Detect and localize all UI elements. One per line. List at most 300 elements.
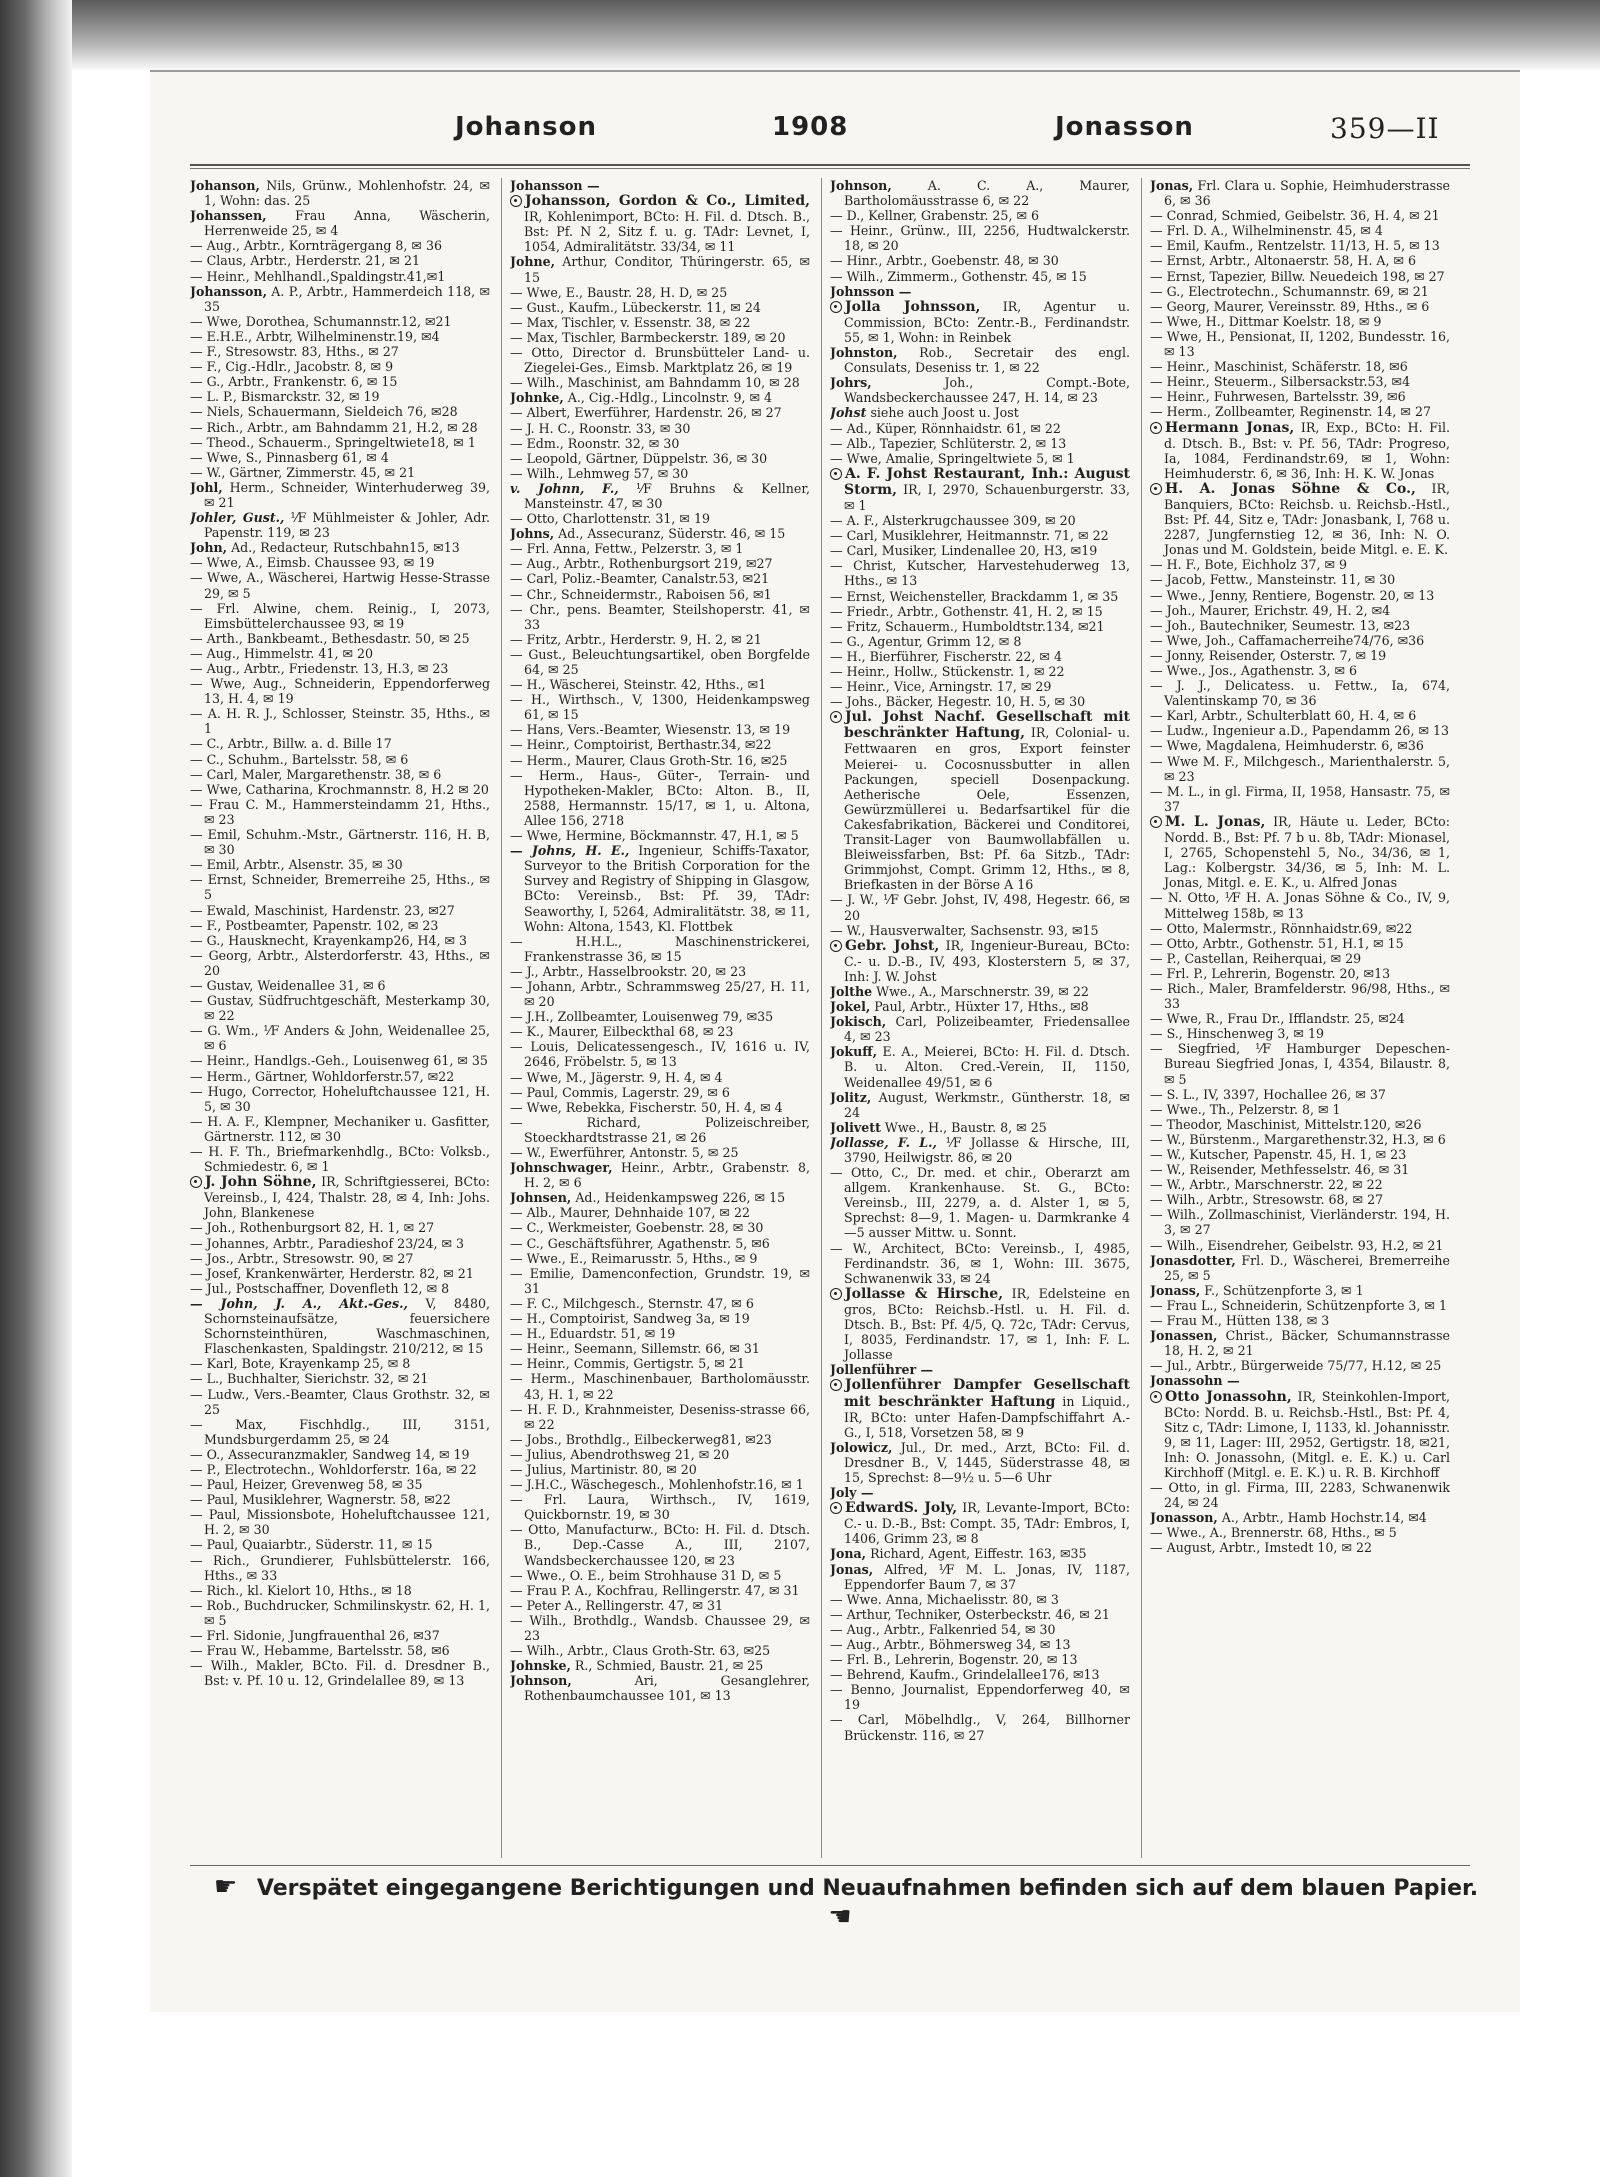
directory-entry: — Gustav, Südfruchtgeschäft, Mesterkamp 30, ✉ 22 <box>190 993 490 1024</box>
directory-entry: — Rich., kl. Kielort 10, Hths., ✉ 18 <box>190 1582 412 1598</box>
directory-entry: — W., Gärtner, Zimmerstr. 45, ✉ 21 <box>190 464 416 480</box>
directory-entry: — W., Arbtr., Marschnerstr. 22, ✉ 22 <box>1150 1177 1383 1193</box>
directory-entry: — Ludw., Vers.-Beamter, Claus Grothstr. 32, ✉ 25 <box>190 1386 490 1417</box>
directory-entry: — Frau L., Schneiderin, Schützenpforte 3, ✉ 1 <box>1150 1297 1448 1313</box>
directory-entry: — Carl, Maler, Margarethenstr. 38, ✉ 6 <box>190 766 442 782</box>
directory-entry: — Heinr., Mehlhandl.,Spaldingstr.41,✉1 <box>190 268 446 284</box>
directory-entry: Johrs, Joh., Compt.-Bote, Wandsbeckerchaussee 247, H. 14, ✉ 23 <box>830 375 1130 406</box>
directory-entry: — W., Hausverwalter, Sachsenstr. 93, ✉15 <box>830 922 1099 938</box>
registered-firm-icon <box>830 1502 842 1514</box>
directory-entry: — Frl. Laura, Wirthsch., IV, 1619, Quickbornstr. 19, ✉ 30 <box>510 1492 810 1523</box>
directory-entry: — Paul, Commis, Lagerstr. 29, ✉ 6 <box>510 1084 730 1100</box>
directory-entry: — W., Bürstenm., Margarethenstr.32, H.3, ✉ 6 <box>1150 1131 1446 1147</box>
directory-entry: Jokuff, E. A., Meierei, BCto: H. Fil. d. Dtsch. B. u. Alton. Cred.-Verein, II, 1150, Weidenallee 49/51, ✉ 6 <box>830 1044 1130 1090</box>
registered-firm-icon <box>830 940 842 952</box>
directory-entry: — Paul, Quaiarbtr., Süderstr. 11, ✉ 15 <box>190 1537 433 1553</box>
directory-entry: — Frl. D. A., Wilhelminenstr. 45, ✉ 4 <box>1150 223 1383 239</box>
directory-entry: — Wwe, Joh., Caffamacherreihe74/76, ✉36 <box>1150 632 1425 648</box>
directory-entry: — C., Geschäftsführer, Agathenstr. 5, ✉6 <box>510 1235 770 1251</box>
entry-name: Jollenführer — <box>830 1362 934 1378</box>
entry-name: Jolla Johnsson, <box>845 298 981 315</box>
directory-entry: — Alb., Maurer, Dehnhaide 107, ✉ 22 <box>510 1205 750 1221</box>
directory-entry: Johnske, R., Schmied, Baustr. 21, ✉ 25 <box>510 1658 764 1674</box>
directory-entry: Jolowicz, Jul., Dr. med., Arzt, BCto: Fil. d. Dresdner B., V, 1445, Süderstrasse 48, ✉ 15, Sprechst: 8—9½ u. 5—6 Uhr <box>830 1439 1130 1485</box>
entry-name: H. A. Jonas Söhne & Co., <box>1165 480 1416 497</box>
directory-entry: — Louis, Delicatessengesch., IV, 1616 u. IV, 2646, Fröbelstr. 5, ✉ 13 <box>510 1039 810 1070</box>
directory-entry: — Johs., Bäcker, Hegestr. 10, H. 5, ✉ 30 <box>830 694 1086 710</box>
directory-entry: — H., Wirthsch., V, 1300, Heidenkampsweg 61, ✉ 15 <box>510 692 810 723</box>
directory-entry: — Wilh., Maschinist, am Bahndamm 10, ✉ 28 <box>510 375 800 391</box>
directory-entry: — N. Otto, ⅟F H. A. Jonas Söhne & Co., IV, 9, Mittelweg 158b, ✉ 13 <box>1150 890 1450 921</box>
directory-entry: — H. F. D., Krahnmeister, Deseniss-strasse 66, ✉ 22 <box>510 1401 810 1432</box>
directory-entry: — M. L., in gl. Firma, II, 1958, Hansastr. 75, ✉ 37 <box>1150 783 1450 814</box>
directory-entry: v. Johnn, F., ⅟F Bruhns & Kellner, Mansteinstr. 47, ✉ 30 <box>510 480 810 511</box>
directory-entry: — Wwe, Dorothea, Schumannstr.12, ✉21 <box>190 313 452 329</box>
directory-entry: — Karl, Arbtr., Schulterblatt 60, H. 4, ✉ 6 <box>1150 708 1417 724</box>
directory-entry: — D., Kellner, Grabenstr. 25, ✉ 6 <box>830 208 1040 224</box>
directory-entry: — Wwe, M., Jägerstr. 9, H. 4, ✉ 4 <box>510 1069 723 1085</box>
entry-name: Jollenführer Dampfer Gesellschaft mit beschränkter Haftung <box>844 1377 1130 1410</box>
directory-entry: Jollenführer Dampfer Gesellschaft mit beschränkter Haftung in Liquid., IR, BCto: unter Hafen-Dampfschiffahrt A.-G., I, 518, Vorsetzen 58, ✉ 9 <box>830 1377 1130 1439</box>
entry-name: Jonasson, <box>1150 1510 1218 1526</box>
entry-name: Jolivett <box>830 1119 881 1135</box>
directory-entry: — F., Stresowstr. 83, Hths., ✉ 27 <box>190 344 399 360</box>
registered-firm-icon <box>830 711 842 723</box>
directory-entry: — Herm., Maurer, Claus Groth-Str. 16, ✉25 <box>510 752 788 768</box>
directory-entry: — Otto, Arbtr., Gothenstr. 51, H.1, ✉ 15 <box>1150 935 1404 951</box>
entry-name: Jolitz, <box>830 1089 872 1105</box>
directory-entry: Johansson, A. P., Arbtr., Hammerdeich 118, ✉ 35 <box>190 283 490 314</box>
header-last-entry: Jonasson <box>1055 112 1194 142</box>
directory-entry: — Emilie, Damenconfection, Grundstr. 19, ✉ 31 <box>510 1265 810 1296</box>
registered-firm-icon <box>510 195 522 207</box>
directory-entry: — H. F. Th., Briefmarkenhdlg., BCto: Volksb., Schmiedestr. 6, ✉ 1 <box>190 1144 490 1175</box>
directory-entry: — Frl. P., Lehrerin, Bogenstr. 20, ✉13 <box>1150 965 1391 981</box>
directory-entry: — Wwe., E., Reimarusstr. 5, Hths., ✉ 9 <box>510 1250 758 1266</box>
directory-entry: — Claus, Arbtr., Herderstr. 21, ✉ 21 <box>190 253 421 269</box>
entry-name: J. John Söhne, <box>205 1174 317 1191</box>
directory-entry: — Christ, Kutscher, Harvestehuderweg 13, Hths., ✉ 13 <box>830 558 1130 589</box>
directory-entry: — Paul, Missionsbote, Hoheluftchaussee 121, H. 2, ✉ 30 <box>190 1507 490 1538</box>
directory-entry: — Aug., Himmelstr. 41, ✉ 20 <box>190 645 374 661</box>
directory-entry: — Julius, Abendrothsweg 21, ✉ 20 <box>510 1446 730 1462</box>
directory-entry: Johst siehe auch Joost u. Jost <box>830 405 1019 421</box>
directory-entry: — Hugo, Corrector, Hoheluftchaussee 121, H. 5, ✉ 30 <box>190 1083 490 1114</box>
entry-name: Jokel, <box>830 999 871 1015</box>
directory-entry: — P., Electrotechn., Wohldorferstr. 16a, ✉ 22 <box>190 1461 477 1477</box>
directory-entry: — C., Schuhm., Bartelsstr. 58, ✉ 6 <box>190 751 409 767</box>
directory-entry: — Jonny, Reisender, Osterstr. 7, ✉ 19 <box>1150 647 1387 663</box>
entry-name: — John, J. A., Akt.-Ges., <box>190 1295 408 1311</box>
directory-entry: — Wwe, Catharina, Krochmannstr. 8, H.2 ✉ 20 <box>190 781 489 797</box>
directory-entry: Jonas, Alfred, ⅟F M. L. Jonas, IV, 1187, Eppendorfer Baum 7, ✉ 37 <box>830 1561 1130 1592</box>
directory-entry: — Rich., Maler, Bramfelderstr. 96/98, Hths., ✉ 33 <box>1150 980 1450 1012</box>
directory-entry: — Chr., Schneidermstr., Raboisen 56, ✉1 <box>510 586 772 602</box>
column-divider <box>501 178 502 1858</box>
entry-name: Johne, <box>510 254 556 270</box>
entry-name: Jonas, <box>1150 178 1194 193</box>
directory-entry: — L., Buchhalter, Sierichstr. 32, ✉ 21 <box>190 1371 429 1387</box>
directory-entry: — W., Architect, BCto: Vereinsb., I, 4985, Ferdinandstr. 36, ✉ 1, Wohn: III. 3675, Schwanenwik 33, ✉ 24 <box>830 1240 1130 1286</box>
registered-firm-icon <box>830 301 842 313</box>
directory-entry: — Wwe, R., Frau Dr., Ifflandstr. 25, ✉24 <box>1150 1011 1405 1027</box>
header-rule <box>190 164 1470 166</box>
entry-name: A. F. Johst Restaurant, Inh.: August Storm, <box>844 465 1130 498</box>
directory-entry: — Wwe, E., Baustr. 28, H. D, ✉ 25 <box>510 284 728 300</box>
directory-entry: — Arth., Bankbeamt., Bethesdastr. 50, ✉ 25 <box>190 630 470 646</box>
entry-name: Jollasse & Hirsche, <box>845 1285 1004 1302</box>
directory-entry: — Heinr., Vice, Arningstr. 17, ✉ 29 <box>830 679 1052 695</box>
directory-entry: — Wilh., Brothdlg., Wandsb. Chaussee 29, ✉ 23 <box>510 1612 810 1643</box>
directory-entry: — Max, Fischhdlg., III, 3151, Mundsburgerdamm 25, ✉ 24 <box>190 1416 490 1447</box>
directory-entry: — H., Comptoirist, Sandweg 3a, ✉ 19 <box>510 1311 750 1327</box>
directory-entry: Johnschwager, Heinr., Arbtr., Grabenstr. 8, H. 2, ✉ 6 <box>510 1160 810 1191</box>
directory-entry: — Wwe, A., Wäscherei, Hartwig Hesse-Strasse 29, ✉ 5 <box>190 570 490 601</box>
directory-entry: — J. W., ⅟F Gebr. Johst, IV, 498, Hegestr. 66, ✉ 20 <box>830 892 1130 923</box>
directory-entry: — Friedr., Arbtr., Gothenstr. 41, H. 2, ✉ 15 <box>830 603 1103 619</box>
directory-entry: — Herm., Haus-, Güter-, Terrain- und Hypotheken-Makler, BCto: Alton. B., II, 2588, Hermannstr. 15/17, ✉ 1, u. Altona, Allee 156, 2718 <box>510 767 810 828</box>
directory-entry: — Wwe, H., Pensionat, II, 1202, Bundesstr. 16, ✉ 13 <box>1150 328 1450 360</box>
registered-firm-icon <box>190 1176 202 1188</box>
entry-name: Johl, <box>190 479 223 495</box>
directory-entry: — Jobs., Brothdlg., Eilbeckerweg81, ✉23 <box>510 1431 772 1447</box>
directory-entry: — Carl, Musiklehrer, Heitmannstr. 71, ✉ 22 <box>830 528 1109 544</box>
directory-entry: — Wilh., Arbtr., Stresowstr. 68, ✉ 27 <box>1150 1192 1384 1208</box>
directory-entry: Jolthe Wwe., A., Marschnerstr. 39, ✉ 22 <box>830 983 1089 999</box>
directory-entry: — H.H.L., Maschinenstrickerei, Frankenstrasse 36, ✉ 15 <box>510 933 810 964</box>
directory-entry: — Siegfried, ⅟F Hamburger Depeschen-Bureau Siegfried Jonas, I, 4354, Bilaustr. 8, ✉ 5 <box>1150 1041 1450 1087</box>
registered-firm-icon <box>830 1288 842 1300</box>
entry-name: Johnsen, <box>510 1190 572 1206</box>
directory-entry: — Carl, Musiker, Lindenallee 20, H3, ✉19 <box>830 543 1098 559</box>
scan-binding-shadow <box>0 0 72 2177</box>
directory-entry: — W., Ewerführer, Antonstr. 5, ✉ 25 <box>510 1145 739 1160</box>
directory-entry: — Wwe M. F., Milchgesch., Marienthalerstr. 5, ✉ 23 <box>1150 753 1450 784</box>
directory-entry: Jokel, Paul, Arbtr., Hüxter 17, Hths., ✉8 <box>830 999 1089 1015</box>
directory-entry: — E.H.E., Arbtr, Wilhelminenstr.19, ✉4 <box>190 328 440 344</box>
entry-name: Johns, <box>510 526 555 542</box>
directory-entry: Johnson, A. C. A., Maurer, Bartholomäusstrasse 6, ✉ 22 <box>830 178 1130 209</box>
directory-entry: — Aug., Arbtr., Kornträgergang 8, ✉ 36 <box>190 238 443 254</box>
directory-entry: — Johns, H. E., Ingenieur, Schiffs-Taxator, Surveyor to the British Corporation for the Survey and Registry of Shipping in Glasgow, BCto: Vereinsb., Bst: Pf. 39, TAdr: Seaworthy, I, 5264, Admiralitätstr. 38, ✉ 11, Wohn: Altona, 1543, Kl. Flottbek <box>510 843 810 934</box>
entry-name: M. L. Jonas, <box>1165 813 1266 830</box>
directory-entry: Otto Jonassohn, IR, Steinkohlen-Import, BCto: Nordd. B. u. Reichsb.-Hstl., Bst: Pf. 4, Sitz c, TAdr: Limone, I, 1133, kl. Johannisstr. 9, ✉ 11, Lager: III, 2952, Gertigstr. 18, ✉21, Inh: O. Jonassohn, (Mitgl. e. E. K.) u. Carl Kirchhoff (Mitgl. e. E. K.) u. R. B. Kirchhoff <box>1150 1389 1450 1481</box>
directory-entry <box>1150 1373 1450 1388</box>
directory-entry: Johanssen, Frau Anna, Wäscherin, Herrenweide 25, ✉ 4 <box>190 208 490 239</box>
directory-entry: — Wilh., Arbtr., Claus Groth-Str. 63, ✉25 <box>510 1643 771 1659</box>
entry-name: Johrs, <box>830 375 872 391</box>
directory-entry: — W., Reisender, Methfesselstr. 46, ✉ 31 <box>1150 1162 1410 1178</box>
directory-entry: — F., Postbeamter, Papenstr. 102, ✉ 23 <box>190 917 439 933</box>
directory-entry: — Frl. Anna, Fettw., Pelzerstr. 3, ✉ 1 <box>510 541 744 557</box>
footer-notice <box>200 1872 1480 1932</box>
directory-entry: — Max, Tischler, v. Essenstr. 38, ✉ 22 <box>510 314 751 330</box>
directory-entry: — G., Hausknecht, Krayenkamp26, H4, ✉ 3 <box>190 932 468 948</box>
directory-entry: — Wwe., Jos., Agathenstr. 3, ✉ 6 <box>1150 663 1358 678</box>
entry-name: Johnsson — <box>830 283 912 299</box>
registered-firm-icon <box>1150 483 1162 495</box>
directory-entry: — Frau M., Hütten 138, ✉ 3 <box>1150 1313 1330 1329</box>
directory-entry: — G., Arbtr., Frankenstr. 6, ✉ 15 <box>190 374 398 390</box>
directory-entry: Jolitz, August, Werkmstr., Güntherstr. 18, ✉ 24 <box>830 1089 1130 1120</box>
entry-name: Jokisch, <box>830 1014 887 1030</box>
directory-entry: — Heinr., Commis, Gertigstr. 5, ✉ 21 <box>510 1356 745 1372</box>
entry-name: Jona, <box>830 1546 867 1562</box>
column-3 <box>830 178 1130 1858</box>
directory-entry: Johansson, Gordon & Co., Limited, IR, Kohlenimport, BCto: H. Fil. d. Dtsch. B., Bst: Pf. N 2, Sitz f. u. g. TAdr: Levnet, I, 1054, Admiralitätstr. 33/34, ✉ 11 <box>510 193 810 254</box>
directory-entry: Johanson, Nils, Grünw., Mohlenhofstr. 24, ✉ 1, Wohn: das. 25 <box>190 178 490 209</box>
directory-entry: H. A. Jonas Söhne & Co., IR, Banquiers, BCto: Reichsb. u. Reichsb.-Hstl., Bst: Pf. 44, Sitz e, TAdr: Jonasbank, I, 768 u. 2287, Jungfernstieg 12, ✉ 36, Inh: N. O. Jonas und M. Goldstein, beide Mitgl. e. E. K. <box>1150 481 1450 557</box>
directory-entry: — Frl. Sidonie, Jungfrauenthal 26, ✉37 <box>190 1628 440 1643</box>
entry-name: Johnson, <box>510 1673 572 1689</box>
directory-entry: — Heinr., Seemann, Sillemstr. 66, ✉ 31 <box>510 1341 760 1357</box>
directory-entry: Johnke, A., Cig.-Hdlg., Lincolnstr. 9, ✉ 4 <box>510 390 773 406</box>
directory-entry: — Frau W., Hebamme, Bartelsstr. 58, ✉6 <box>190 1643 450 1659</box>
directory-entry: — C., Arbtr., Billw. a. d. Bille 17 <box>190 736 392 752</box>
entry-name: Joly — <box>830 1485 874 1501</box>
directory-entry: — Niels, Schauermann, Sieldeich 76, ✉28 <box>190 404 458 420</box>
column-4 <box>1150 178 1450 1858</box>
directory-entry: — Aug., Arbtr., Falkenried 54, ✉ 30 <box>830 1621 1056 1637</box>
directory-entry: — Joh., Maurer, Erichstr. 49, H. 2, ✉4 <box>1150 602 1391 618</box>
directory-entry: — Frl. Alwine, chem. Reinig., I, 2073, Eimsbüttelerchaussee 93, ✉ 19 <box>190 600 490 631</box>
directory-entry: — Conrad, Schmied, Geibelstr. 36, H. 4, ✉ 21 <box>1150 208 1440 224</box>
column-divider <box>1141 178 1142 1858</box>
scan-top-shadow <box>0 0 1600 70</box>
registered-firm-icon <box>1150 422 1162 434</box>
entry-name: Johanssen, <box>190 208 267 224</box>
directory-entry: — Leopold, Gärtner, Düppelstr. 36, ✉ 30 <box>510 450 768 466</box>
directory-entry: — Edm., Roonstr. 32, ✉ 30 <box>510 435 680 451</box>
directory-entry: Gebr. Johst, IR, Ingenieur-Bureau, BCto: C.- u. D.-B., IV, 493, Klosterstern 5, ✉ 37, Inh: J. W. Johst <box>830 938 1130 984</box>
directory-entry: — K., Maurer, Eilbeckthal 68, ✉ 23 <box>510 1024 734 1040</box>
directory-entry: — Wwe, Rebekka, Fischerstr. 50, H. 4, ✉ 4 <box>510 1099 783 1115</box>
directory-entry: — Chr., pens. Beamter, Steilshoperstr. 41, ✉ 33 <box>510 601 810 632</box>
directory-entry: Jollasse & Hirsche, IR, Edelsteine en gros, BCto: Reichsb.-Hstl. u. H. Fil. d. Dtsch. B., Bst: Pf. 4/5, Q. 72c, TAdr: Cervus, I, 8035, Ferdinandstr. 17, ✉ 1, Inh: F. L. Jollasse <box>830 1286 1130 1362</box>
directory-entry: Johler, Gust., ⅟F Mühlmeister & Johler, Adr. Papenstr. 119, ✉ 23 <box>190 510 490 541</box>
directory-entry: — A. H. R. J., Schlosser, Steinstr. 35, Hths., ✉ 1 <box>190 706 490 737</box>
directory-entry: — Richard, Polizeischreiber, Stoeckhardtstrasse 21, ✉ 26 <box>510 1114 810 1145</box>
directory-entry: — Paul, Musiklehrer, Wagnerstr. 58, ✉22 <box>190 1492 451 1508</box>
directory-entry: — J. J., Delicatess. u. Fettw., Ia, 674, Valentinskamp 70, ✉ 36 <box>1150 678 1450 709</box>
directory-entry: Jolla Johnsson, IR, Agentur u. Commission, BCto: Zentr.-B., Ferdinandstr. 55, ✉ 1, Wohn: in Reinbek <box>830 299 1130 345</box>
entry-name: Johansson, Gordon & Co., Limited, <box>525 193 810 210</box>
directory-entry: A. F. Johst Restaurant, Inh.: August Storm, IR, I, 2970, Schauenburgerstr. 33, ✉ 1 <box>830 466 1130 513</box>
pointing-hand-left-icon: ☚ <box>828 1902 852 1932</box>
directory-entry: — Jul., Postschaffner, Dovenfleth 12, ✉ 8 <box>190 1280 450 1296</box>
directory-entry: — G., Agentur, Grimm 12, ✉ 8 <box>830 633 1022 649</box>
directory-entry: — Gust., Beleuchtungsartikel, oben Borgfelde 64, ✉ 25 <box>510 646 810 677</box>
entry-name: Jolowicz, <box>830 1439 893 1455</box>
directory-entry: Jollasse, F. L., ⅟F Jollasse & Hirsche, III, 3790, Heilwigstr. 86, ✉ 20 <box>830 1134 1130 1165</box>
directory-entry: — Alb., Tapezier, Schlüterstr. 2, ✉ 13 <box>830 435 1067 451</box>
entry-name: Johanson, <box>190 178 260 193</box>
directory-entry: — H., Bierführer, Fischerstr. 22, ✉ 4 <box>830 648 1062 664</box>
directory-entry: — J.H., Zollbeamter, Louisenweg 79, ✉35 <box>510 1009 774 1025</box>
directory-entry: — F., Cig.-Hdlr., Jacobstr. 8, ✉ 9 <box>190 359 394 375</box>
directory-entry: — Jul., Arbtr., Bürgerweide 75/77, H.12, ✉ 25 <box>1150 1358 1442 1374</box>
directory-entry: — Herm., Gärtner, Wohldorferstr.57, ✉22 <box>190 1068 455 1084</box>
directory-entry: — C., Werkmeister, Goebenstr. 28, ✉ 30 <box>510 1220 764 1236</box>
directory-entry: — Josef, Krankenwärter, Herderstr. 82, ✉ 21 <box>190 1265 474 1281</box>
directory-entry: — Wwe., O. E., beim Strohhause 31 D, ✉ 5 <box>510 1567 782 1583</box>
directory-entry: — Arthur, Techniker, Osterbeckstr. 46, ✉ 21 <box>830 1606 1110 1622</box>
directory-entry: — Heinr., Steuerm., Silbersackstr.53, ✉4 <box>1150 374 1411 390</box>
directory-entry: — Wwe, H., Dittmar Koelstr. 18, ✉ 9 <box>1150 313 1382 329</box>
directory-entry: Jolivett Wwe., H., Baustr. 8, ✉ 25 <box>830 1119 1047 1135</box>
header-year: 1908 <box>772 112 849 142</box>
page-number: 359—II <box>1330 112 1440 145</box>
directory-entry: — J., Arbtr., Hasselbrookstr. 20, ✉ 23 <box>510 963 747 979</box>
directory-entry: — Heinr., Comptoirist, Berthastr.34, ✉22 <box>510 737 772 753</box>
directory-entry: — Jos., Arbtr., Stresowstr. 90, ✉ 27 <box>190 1250 414 1266</box>
directory-entry: — Otto, Malermstr., Rönnhaidstr.69, ✉22 <box>1150 920 1413 936</box>
directory-entry: — Wwe, Amalie, Springeltwiete 5, ✉ 1 <box>830 450 1075 466</box>
directory-entry: — Ewald, Maschinist, Hardenstr. 23, ✉27 <box>190 902 455 918</box>
directory-entry: — J.H.C., Wäschegesch., Mohlenhofstr.16, ✉ 1 <box>510 1477 804 1493</box>
directory-entry: — Rich., Arbtr., am Bahndamm 21, H.2, ✉ 28 <box>190 419 478 435</box>
directory-entry: — Julius, Martinistr. 80, ✉ 20 <box>510 1461 697 1477</box>
directory-entry: — Albert, Ewerführer, Hardenstr. 26, ✉ 27 <box>510 405 782 421</box>
directory-entry: — Heinr., Hollw., Stückenstr. 1, ✉ 22 <box>830 664 1065 679</box>
directory-entry: — John, J. A., Akt.-Ges., V, 8480, Schornsteinaufsätze, feuersichere Schornsteinthüren, Waschmaschinen, Flaschenkasten, Spaldingstr. 210/212, ✉ 15 <box>190 1295 490 1357</box>
directory-entry: — Hans, Vers.-Beamter, Wiesenstr. 13, ✉ 19 <box>510 722 791 738</box>
entry-name: Hermann Jonas, <box>1165 419 1295 436</box>
directory-entry: — Georg, Arbtr., Alsterdorferstr. 43, Hths., ✉ 20 <box>190 947 490 978</box>
directory-entry: — Frau P. A., Kochfrau, Rellingerstr. 47, ✉ 31 <box>510 1582 800 1598</box>
directory-entry: — Fritz, Arbtr., Herderstr. 9, H. 2, ✉ 21 <box>510 631 762 647</box>
entry-name: Johnschwager, <box>510 1160 613 1176</box>
registered-firm-icon <box>1150 816 1162 828</box>
entry-name: Johler, Gust., <box>190 510 285 526</box>
directory-entry: J. John Söhne, IR, Schriftgiesserei, BCto: Vereinsb., I, 424, Thalstr. 28, ✉ 4, Inh: Johs. John, Blankenese <box>190 1174 490 1220</box>
directory-page <box>150 70 1520 2012</box>
entry-name: Jonassen, <box>1150 1328 1218 1344</box>
page-header <box>150 112 1510 172</box>
directory-entry: — Gustav, Weidenallee 31, ✉ 6 <box>190 977 386 993</box>
directory-entry: — Ernst, Tapezier, Billw. Neuedeich 198, ✉ 27 <box>1150 268 1445 284</box>
directory-entry: — Peter A., Rellingerstr. 47, ✉ 31 <box>510 1597 724 1613</box>
entry-name: Jonas, <box>830 1561 874 1577</box>
entry-name: Jollasse, F. L., <box>830 1134 937 1150</box>
directory-entry: — Aug., Arbtr., Rothenburgsort 219, ✉27 <box>510 556 773 572</box>
directory-entry: — Johannes, Arbtr., Paradieshof 23/24, ✉ 3 <box>190 1235 465 1251</box>
directory-entry: Jonassen, Christ., Bäcker, Schumannstrasse 18, H. 2, ✉ 21 <box>1150 1328 1450 1359</box>
column-1 <box>190 178 490 1858</box>
entry-name: Jolthe <box>830 983 873 999</box>
column-2 <box>510 178 810 1858</box>
header-first-entry: Johanson <box>455 112 597 142</box>
directory-entry: — A. F., Alsterkrugchaussee 309, ✉ 20 <box>830 513 1076 529</box>
directory-entry: — Wilh., Makler, BCto. Fil. d. Dresdner B., Bst: v. Pf. 10 u. 12, Grindelallee 89, ✉ 13 <box>190 1658 490 1689</box>
entry-name: Johansson — <box>510 178 600 193</box>
directory-entry: — Wilh., Lehmweg 57, ✉ 30 <box>510 465 689 481</box>
directory-entry: — Gust., Kaufm., Lübeckerstr. 11, ✉ 24 <box>510 299 761 315</box>
entry-name: — Johns, H. E., <box>510 843 630 859</box>
directory-entry: — Heinr., Grünw., III, 2256, Hudtwalckerstr. 18, ✉ 20 <box>830 223 1130 254</box>
entry-name: Johnson, <box>830 178 892 193</box>
directory-entry: — Theodor, Maschinist, Mittelstr.120, ✉26 <box>1150 1116 1422 1132</box>
directory-entry: Johnsen, Ad., Heidenkampsweg 226, ✉ 15 <box>510 1190 786 1206</box>
registered-firm-icon <box>830 468 842 480</box>
directory-entry: — Heinr., Fuhrwesen, Bartelsstr. 39, ✉6 <box>1150 389 1406 405</box>
directory-entry: — P., Castellan, Reiherquai, ✉ 29 <box>1150 950 1362 966</box>
entry-name: John, <box>190 540 228 556</box>
entry-name: Jonasdotter, <box>1150 1252 1236 1268</box>
entry-name: Jonass, <box>1150 1282 1201 1298</box>
footer-rule <box>190 1865 1470 1866</box>
directory-entry: — Aug., Arbtr., Böhmersweg 34, ✉ 13 <box>830 1637 1071 1652</box>
directory-entry: M. L. Jonas, IR, Häute u. Leder, BCto: Nordd. B., Bst: Pf. 7 b u. 8b, TAdr: Mionasel, I, 2765, Schopenstehl 5, No., 34/36, ✉ 1, Lag.: Kolbergstr. 34/36, ✉ 5, Inh: M. L. Jonas, Mitgl. e. E. K., u. Alfred Jonas <box>1150 814 1450 890</box>
directory-entry: — Ludw., Ingenieur a.D., Papendamm 26, ✉ 13 <box>1150 723 1450 739</box>
directory-entry: Jul. Johst Nachf. Gesellschaft mit beschränkter Haftung, IR, Colonial- u. Fettwaaren en gros, Export feinster Meierei- u. Cocosnussbutter in allen Packungen, speciell Dosenpackung. Aetherische Oele, Essenzen, Gewürzmüllerei u. Bedarfsartikel für die Cakesfabrikation, Bäckerei und Conditorei, Transit-Lager von Baumwollabfällen u. Bleiweissfarben, Bst: Pf. 6a Sitzb., TAdr: Grimmjohst, Compt. Grimm 12, Hths., ✉ 8, Briefkasten in der Börse A 16 <box>830 709 1130 892</box>
directory-entry: — S. L., IV, 3397, Hochallee 26, ✉ 37 <box>1150 1086 1386 1102</box>
entry-name: Otto Jonassohn, <box>1165 1388 1292 1405</box>
directory-entry: — Herm., Maschinenbauer, Bartholomäusstr. 43, H. 1, ✉ 22 <box>510 1371 810 1402</box>
directory-entry: — G., Electrotechn., Schumannstr. 69, ✉ 21 <box>1150 283 1429 299</box>
directory-entry: — Wwe., Jenny, Rentiere, Bogenstr. 20, ✉ 13 <box>1150 587 1435 603</box>
directory-entry: — Wwe., Th., Pelzerstr. 8, ✉ 1 <box>1150 1101 1341 1117</box>
directory-entry: — Wilh., Zimmerm., Gothenstr. 45, ✉ 15 <box>830 268 1087 284</box>
directory-entry: — H., Eduardstr. 51, ✉ 19 <box>510 1326 676 1342</box>
directory-entry: — Wwe, S., Pinnasberg 61, ✉ 4 <box>190 449 389 465</box>
directory-entry: — August, Arbtr., Imstedt 10, ✉ 22 <box>1150 1540 1373 1556</box>
directory-entry: — Ernst, Weichensteller, Brackdamm 1, ✉ 35 <box>830 588 1119 604</box>
directory-entry: — Georg, Maurer, Vereinsstr. 89, Hths., ✉ 6 <box>1150 298 1430 314</box>
entry-name: EdwardS. Joly, <box>845 1500 958 1517</box>
directory-entry: — Johann, Arbtr., Schrammsweg 25/27, H. 11, ✉ 20 <box>510 978 810 1010</box>
directory-entry: — Max, Tischler, Barmbeckerstr. 189, ✉ 20 <box>510 329 786 345</box>
directory-entry: Johl, Herm., Schneider, Winterhuderweg 39, ✉ 21 <box>190 479 490 510</box>
directory-entry: — H., Wäscherei, Steinstr. 42, Hths., ✉1 <box>510 677 767 693</box>
directory-entry: Johns, Ad., Assecuranz, Süderstr. 46, ✉ 15 <box>510 526 786 542</box>
directory-entry: — Wilh., Zollmaschinist, Vierländerstr. 194, H. 3, ✉ 27 <box>1150 1207 1450 1238</box>
directory-entry: — Hinr., Arbtr., Goebenstr. 48, ✉ 30 <box>830 253 1059 269</box>
directory-entry: — Carl, Poliz.-Beamter, Canalstr.53, ✉21 <box>510 571 770 587</box>
entry-name: Jul. Johst Nachf. Gesellschaft mit beschränkter Haftung, <box>844 709 1130 742</box>
column-divider <box>821 178 822 1858</box>
entry-name: Johnke, <box>510 390 564 406</box>
directory-entry: — Wwe, Hermine, Böckmannstr. 47, H.1, ✉ 5 <box>510 828 799 844</box>
directory-entry: — Otto, Director d. Brunsbütteler Land- u. Ziegelei-Ges., Eimsb. Marktplatz 26, ✉ 19 <box>510 345 810 376</box>
directory-entry: John, Ad., Redacteur, Rutschbahn15, ✉13 <box>190 540 460 556</box>
directory-entry <box>830 1485 1130 1500</box>
directory-entry: — L. P., Bismarckstr. 32, ✉ 19 <box>190 389 380 405</box>
directory-entry: — Theod., Schauerm., Springeltwiete18, ✉ 1 <box>190 434 476 450</box>
footer-text: Verspätet eingegangene Berichtigungen und Neuaufnahmen befinden sich auf dem blauen Papier. <box>256 1876 1479 1901</box>
directory-entry: — Joh., Bautechniker, Seumestr. 13, ✉23 <box>1150 617 1411 633</box>
directory-entry: — Herm., Zollbeamter, Reginenstr. 14, ✉ 27 <box>1150 404 1431 420</box>
directory-entry: — Jacob, Fettw., Mansteinstr. 11, ✉ 30 <box>1150 572 1396 588</box>
directory-entry: Jona, Richard, Agent, Eiffestr. 163, ✉35 <box>830 1546 1087 1562</box>
entry-name: Gebr. Johst, <box>845 937 940 954</box>
entry-name: Johnske, <box>510 1658 571 1674</box>
directory-entry: Jonasson, A., Arbtr., Hamb Hochstr.14, ✉4 <box>1150 1510 1427 1526</box>
directory-entry: — Heinr., Maschinist, Schäferstr. 18, ✉6 <box>1150 359 1408 375</box>
entry-name: v. Johnn, F., <box>510 480 619 496</box>
directory-entry: — Otto, Charlottenstr. 31, ✉ 19 <box>510 511 710 527</box>
directory-entry: — Behrend, Kaufm., Grindelallee176, ✉13 <box>830 1667 1100 1683</box>
directory-entry <box>830 1362 1130 1377</box>
directory-entry: — H. F., Bote, Eichholz 37, ✉ 9 <box>1150 557 1348 573</box>
registered-firm-icon <box>830 1379 842 1391</box>
directory-entry: — Karl, Bote, Krayenkamp 25, ✉ 8 <box>190 1356 411 1372</box>
directory-entry: — Wilh., Eisendreher, Geibelstr. 93, H.2, ✉ 21 <box>1150 1237 1444 1253</box>
directory-entry: — Frau C. M., Hammersteindamm 21, Hths., ✉ 23 <box>190 796 490 827</box>
directory-entry: — Ernst, Schneider, Bremerreihe 25, Hths., ✉ 5 <box>190 872 490 903</box>
entry-name: Johnston, <box>830 345 898 361</box>
directory-entry: — Wwe., A., Brennerstr. 68, Hths., ✉ 5 <box>1150 1525 1397 1541</box>
